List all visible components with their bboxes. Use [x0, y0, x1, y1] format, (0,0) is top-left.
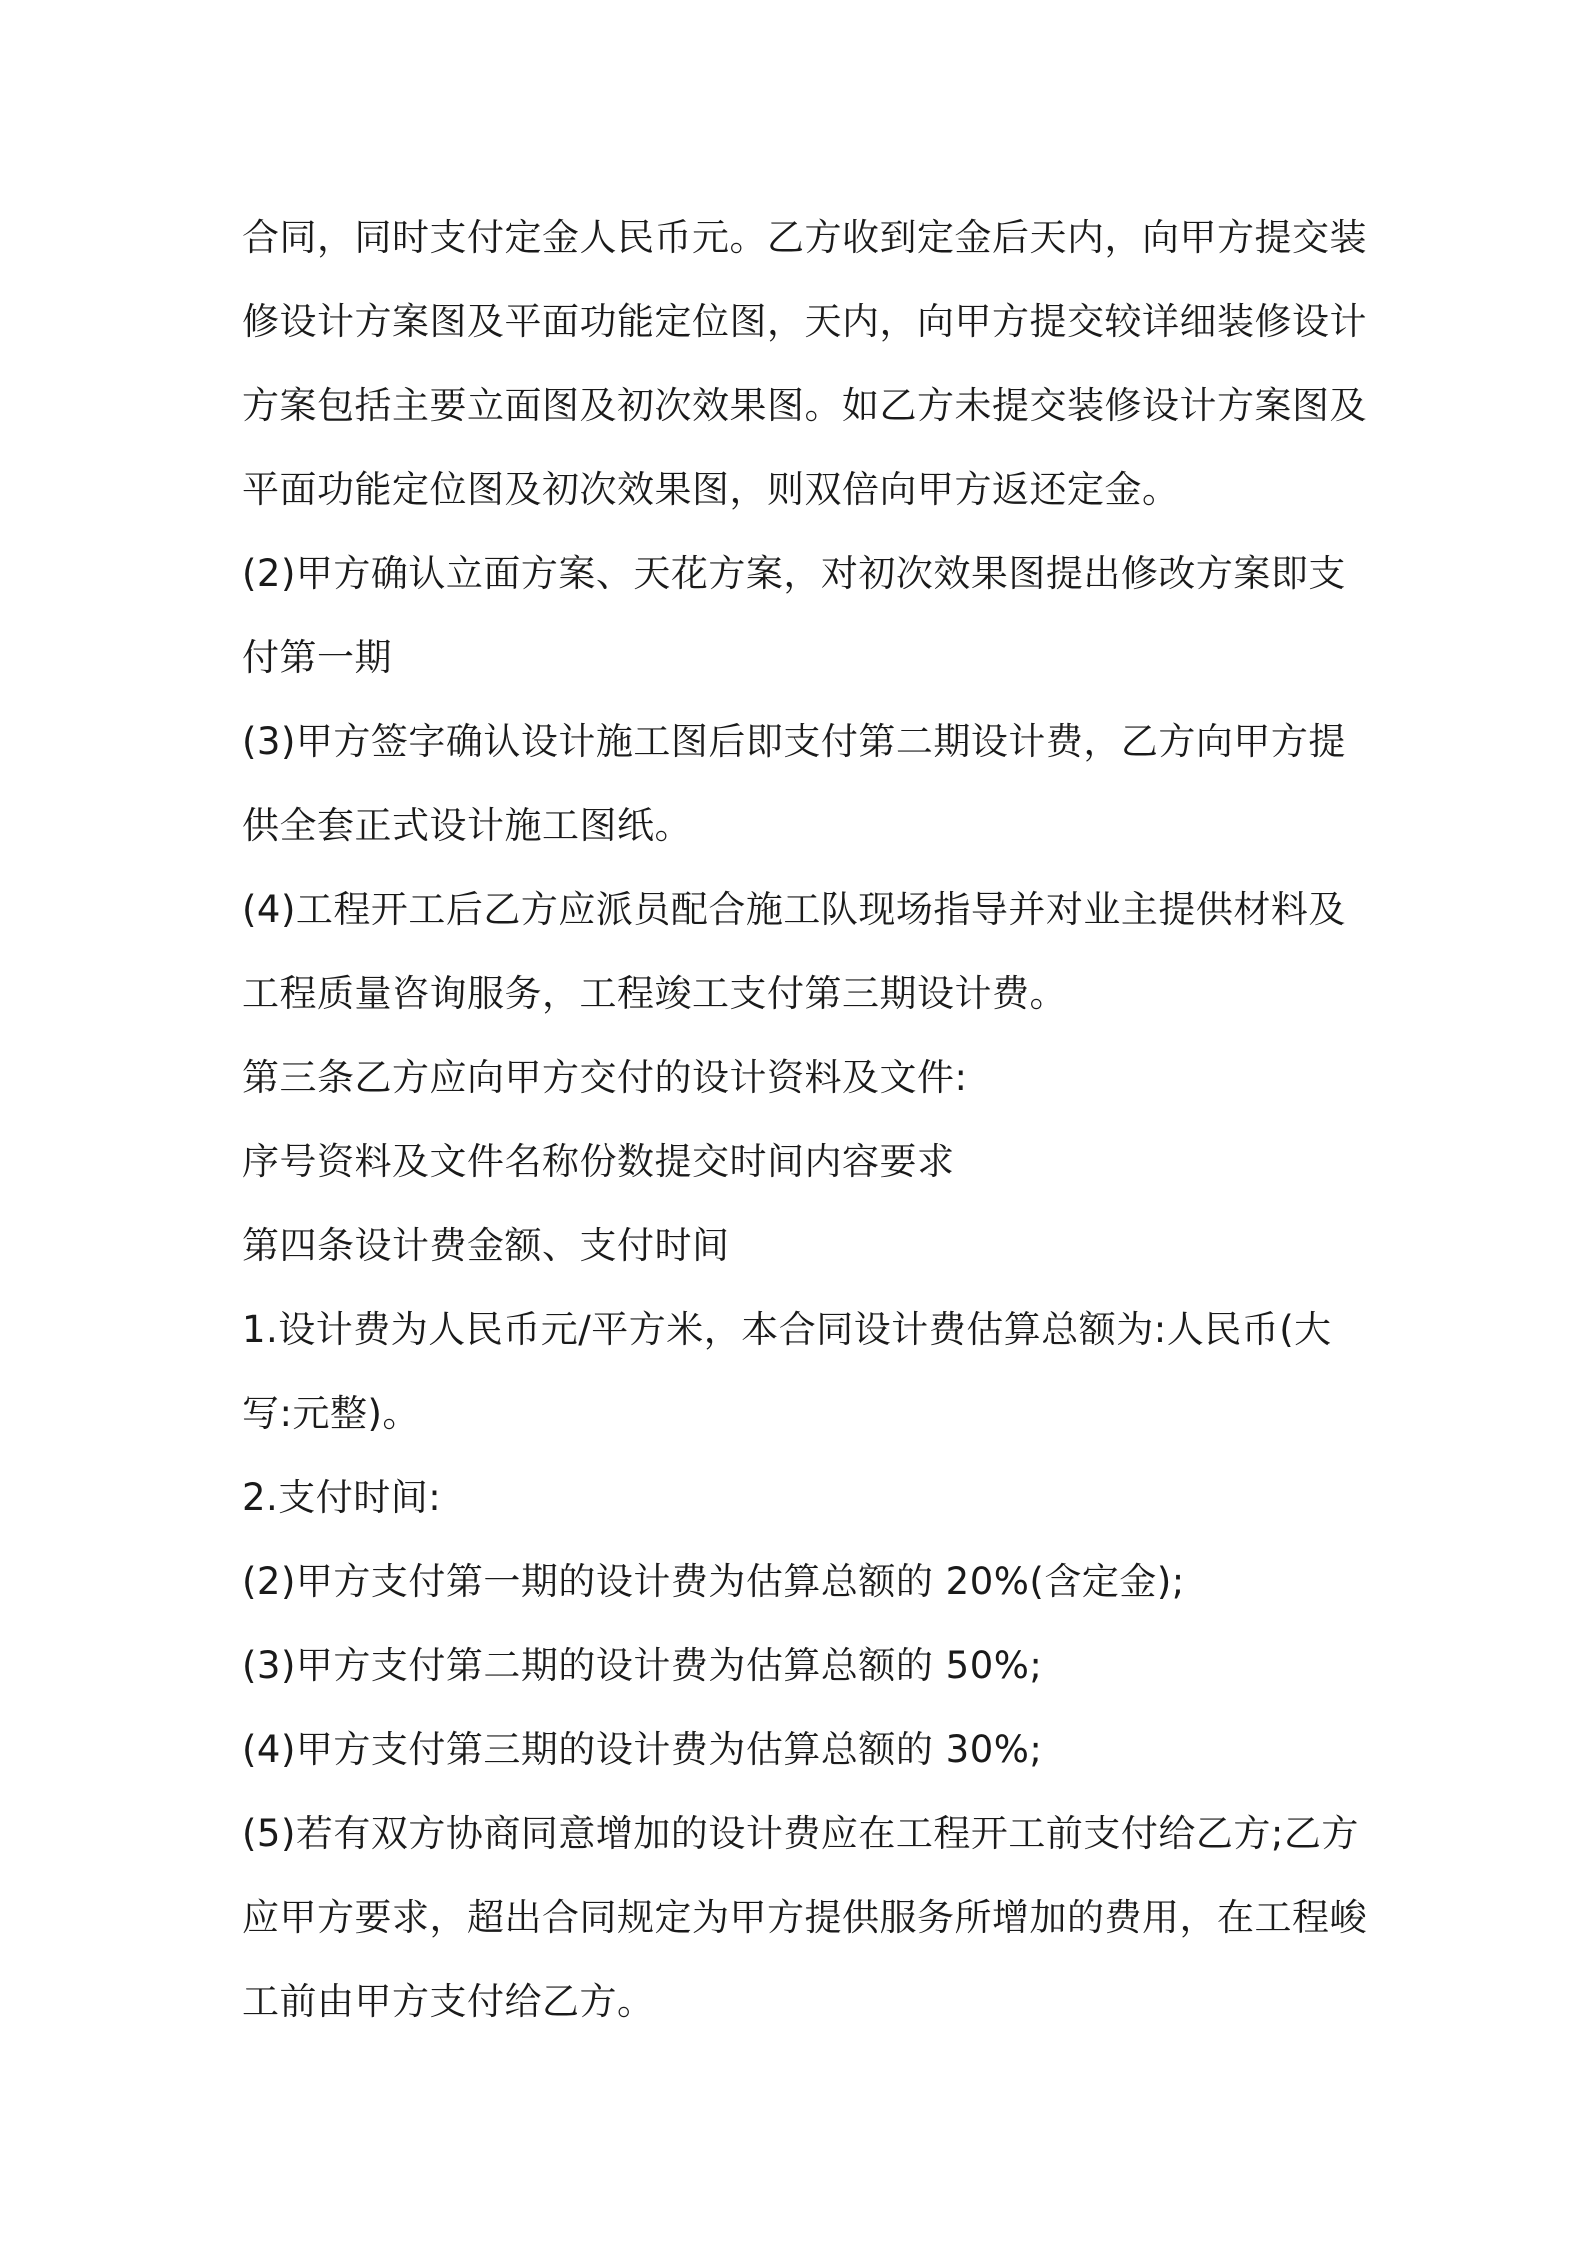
document-body — [242, 196, 1367, 2044]
section-heading-3: 第三条乙方应向甲方交付的设计资料及文件: — [242, 1056, 968, 1099]
text-line: (3)甲方支付第二期的设计费为估算总额的 50%; — [242, 1644, 1043, 1687]
text-line: (4)甲方支付第三期的设计费为估算总额的 30%; — [242, 1728, 1043, 1771]
text-line: 修设计方案图及平面功能定位图，天内，向甲方提交较详细装修设计 — [242, 300, 1367, 343]
text-line: 应甲方要求，超出合同规定为甲方提供服务所增加的费用，在工程峻 — [242, 1896, 1367, 1939]
text-line: 工程质量咨询服务，工程竣工支付第三期设计费。 — [242, 972, 1067, 1015]
section-heading-4: 第四条设计费金额、支付时间 — [242, 1224, 730, 1267]
text-line: (5)若有双方协商同意增加的设计费应在工程开工前支付给乙方;乙方 — [242, 1812, 1359, 1855]
text-line: 写:元整)。 — [242, 1392, 420, 1435]
text-line: 方案包括主要立面图及初次效果图。如乙方未提交装修设计方案图及 — [242, 384, 1367, 427]
text-line: 平面功能定位图及初次效果图，则双倍向甲方返还定金。 — [242, 468, 1180, 511]
text-line: 付第一期 — [242, 636, 392, 679]
text-line: (2)甲方确认立面方案、天花方案，对初次效果图提出修改方案即支 — [242, 552, 1346, 595]
text-line: 供全套正式设计施工图纸。 — [242, 804, 692, 847]
text-line: (4)工程开工后乙方应派员配合施工队现场指导并对业主提供材料及 — [242, 888, 1346, 931]
table-header-line: 序号资料及文件名称份数提交时间内容要求 — [242, 1140, 955, 1183]
text-line: 2.支付时间: — [242, 1476, 442, 1519]
text-line: 1.设计费为人民币元/平方米，本合同设计费估算总额为:人民币(大 — [242, 1308, 1332, 1351]
text-line: (3)甲方签字确认设计施工图后即支付第二期设计费，乙方向甲方提 — [242, 720, 1346, 763]
text-line: (2)甲方支付第一期的设计费为估算总额的 20%(含定金); — [242, 1560, 1185, 1603]
text-line: 工前由甲方支付给乙方。 — [242, 1980, 655, 2023]
text-line: 合同，同时支付定金人民币元。乙方收到定金后天内，向甲方提交装 — [242, 216, 1367, 259]
